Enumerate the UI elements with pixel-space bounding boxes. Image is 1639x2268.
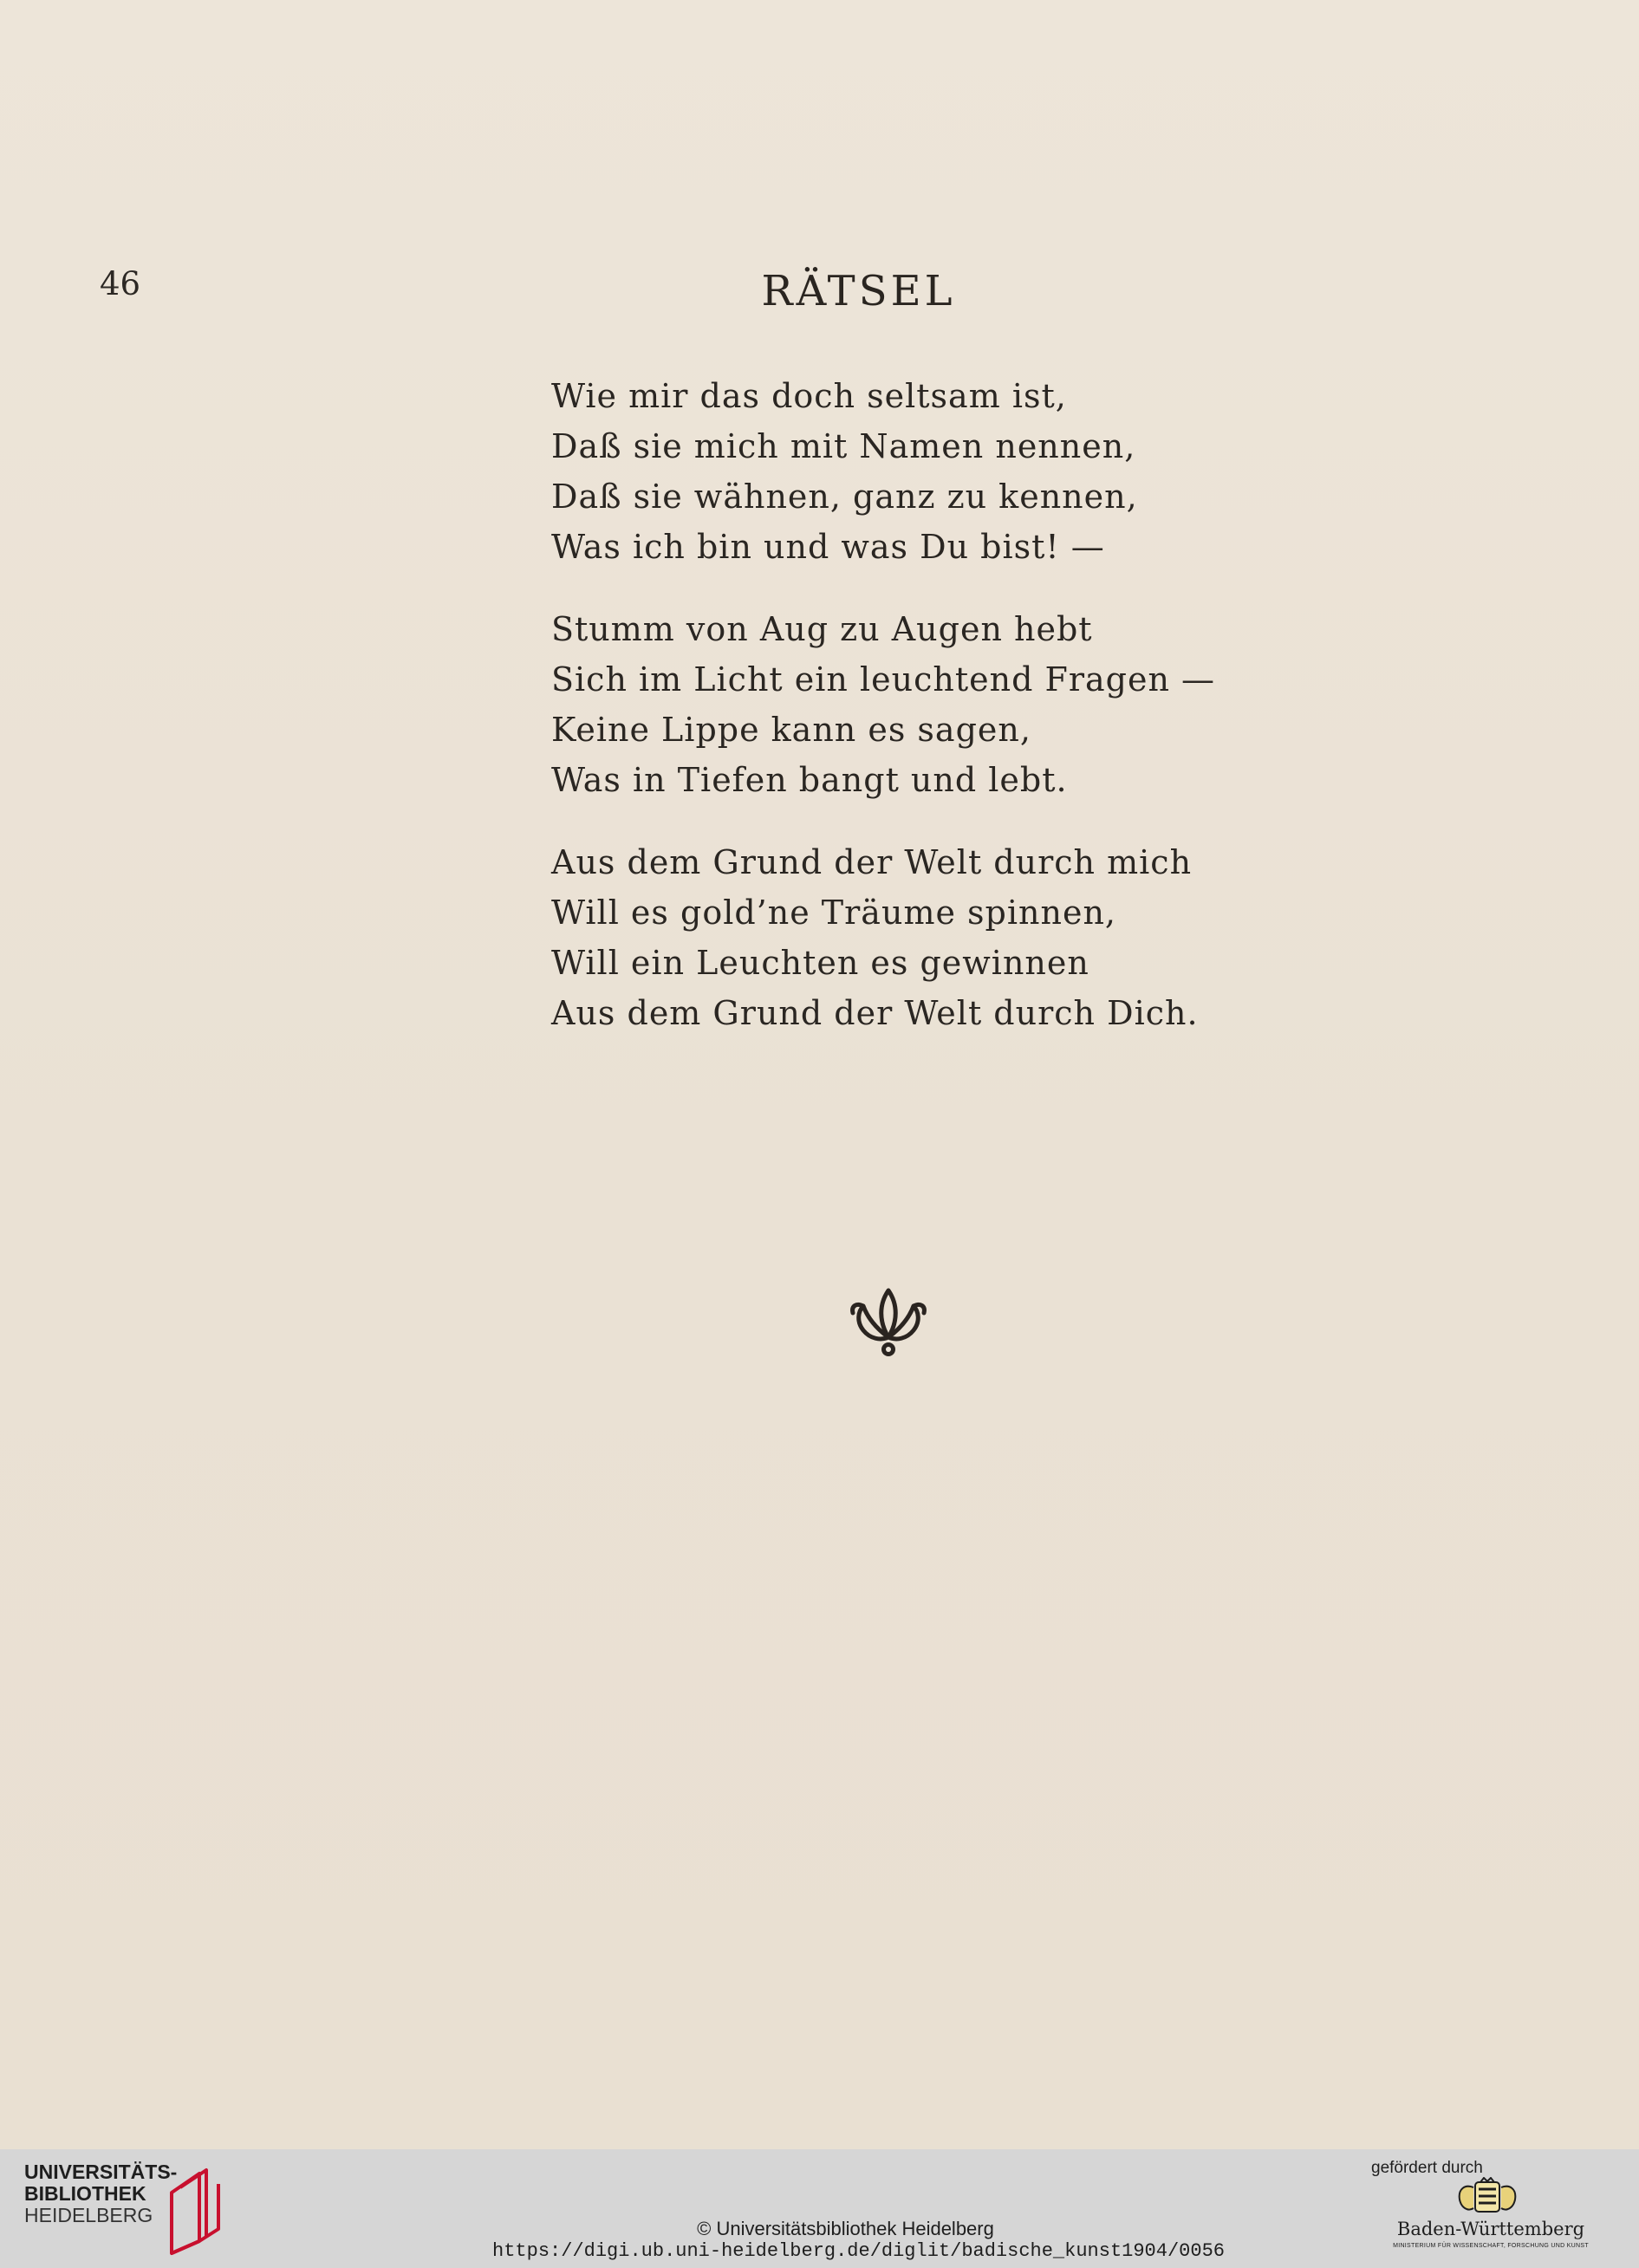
poem-title: RÄTSEL: [761, 267, 956, 315]
poem-line: Aus dem Grund der Welt durch Dich.: [551, 994, 1199, 1032]
poem-line: Sich im Licht ein leuchtend Fragen —: [551, 660, 1216, 699]
funding-label: gefördert durch: [1371, 2159, 1483, 2177]
poem-line: Stumm von Aug zu Augen hebt: [551, 610, 1093, 648]
poem-line: Was ich bin und was Du bist! —: [551, 528, 1105, 566]
funder-name: Baden-Württemberg: [1396, 2219, 1585, 2239]
library-logo-text: [24, 2161, 177, 2226]
library-name-line: BIBLIOTHEK: [24, 2182, 146, 2205]
funder-ministry: MINISTERIUM FÜR WISSENSCHAFT, FORSCHUNG UND KUNST: [1393, 2243, 1589, 2249]
tulip-ornament-icon: [848, 1285, 929, 1363]
poem-line: Aus dem Grund der Welt durch mich: [551, 843, 1193, 881]
page-url-link[interactable]: https://digi.ub.uni-heidelberg.de/diglit/badische_kunst1904/0056: [492, 2240, 1225, 2262]
copyright-text: © Universitätsbibliothek Heidelberg: [697, 2218, 994, 2239]
page-number: 46: [100, 265, 141, 302]
poem-line: Was in Tiefen bangt und lebt.: [551, 761, 1068, 799]
stanza: [551, 371, 1331, 572]
poem-body: [551, 371, 1331, 1070]
library-name-line: UNIVERSITÄTS-: [24, 2161, 178, 2183]
poem-line: Keine Lippe kann es sagen,: [551, 711, 1031, 749]
library-name-line: HEIDELBERG: [24, 2204, 153, 2226]
poem-line: Will ein Leuchten es gewinnen: [551, 944, 1089, 982]
poem-line: Daß sie mich mit Namen nennen,: [551, 427, 1136, 465]
poem-line: Wie mir das doch seltsam ist,: [551, 377, 1067, 415]
poem-line: Daß sie wähnen, ganz zu kennen,: [551, 478, 1138, 516]
coat-of-arms-icon: [1449, 2177, 1525, 2217]
poem-line: Will es gold’ne Träume spinnen,: [551, 894, 1117, 932]
stanza: [551, 837, 1331, 1038]
stanza: [551, 604, 1331, 805]
